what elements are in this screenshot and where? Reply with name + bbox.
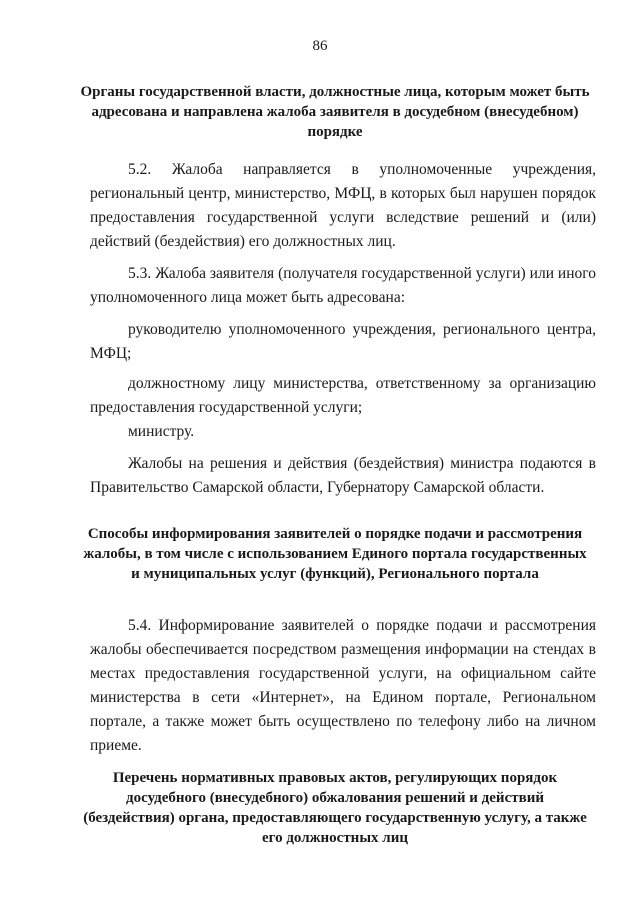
page-number: 86 xyxy=(312,38,328,54)
section-heading-informing-methods: Способы информирования заявителей о порядке подачи и рассмотрения жалобы, в том числе с использованием Единого портала государственных и муниципальных услуг (функций), Регионального портала xyxy=(83,526,587,582)
paragraph-5-4: 5.4. Информирование заявителей о порядке подачи и рассмотрения жалобы обеспечивается посредством размещения информации на стендах в местах предоставления государственной услуги, на официальном сайте министерства в сети «Интернет», на Едином портале, Региональном портале, а также может быть осуществлено по телефону либо на личном приеме. xyxy=(90,617,596,754)
section-heading-complaint-authorities: Органы государственной власти, должностные лица, которым может быть адресована и направлена жалоба заявителя в досудебном (внесудебном) порядке xyxy=(80,84,590,140)
paragraph-5-3: 5.3. Жалоба заявителя (получателя государственной услуги) или иного уполномоченного лица может быть адресована: xyxy=(90,265,596,306)
list-item-official: должностному лицу министерства, ответственному за организацию предоставления государственной услуги; xyxy=(90,375,596,416)
paragraph-complaints-minister: Жалобы на решения и действия (бездействия) министра подаются в Правительство Самарской области, Губернатору Самарской области. xyxy=(90,455,596,496)
list-item-head: руководителю уполномоченного учреждения, регионального центра, МФЦ; xyxy=(90,321,596,362)
paragraph-5-2: 5.2. Жалоба направляется в уполномоченные учреждения, региональный центр, министерство, МФЦ, в которых был нарушен порядок предоставления государственной услуги вследствие решений и (или) действий (бездействия) его должностных лиц. xyxy=(90,161,596,250)
section-heading-legal-acts: Перечень нормативных правовых актов, регулирующих порядок досудебного (внесудебного) обжалования решений и действий (бездействия) органа, предоставляющего государственную услугу, а также его должностных лиц xyxy=(83,770,587,846)
list-item-minister: министру. xyxy=(128,423,195,440)
